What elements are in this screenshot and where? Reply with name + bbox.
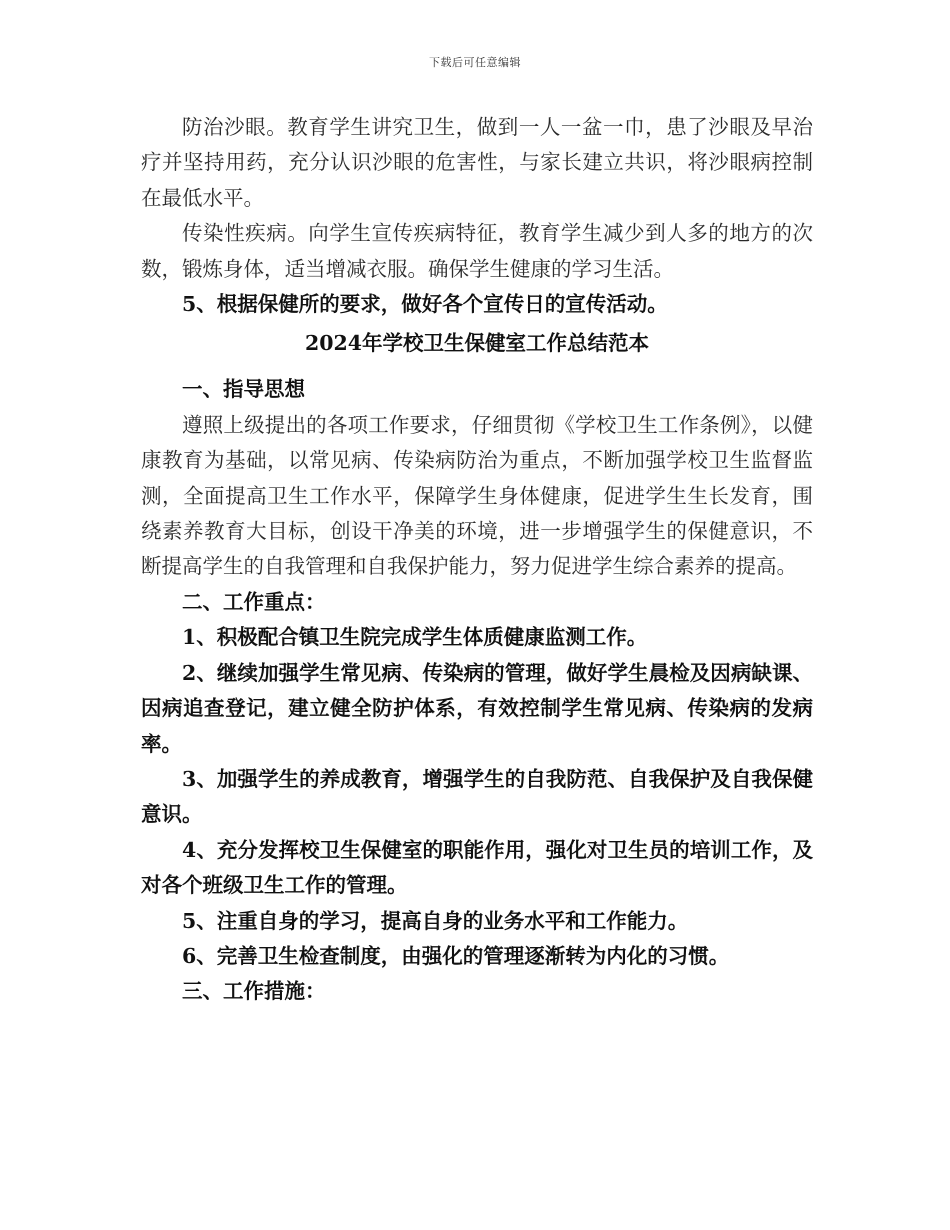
list-item: 2、继续加强学生常见病、传染病的管理，做好学生晨检及因病缺课、因病追查登记，建立健全防护体系，有效控制学生常见病、传染病的发病率。 (141, 660, 813, 756)
paragraph-trachoma: 防治沙眼。教育学生讲究卫生，做到一人一盆一巾，患了沙眼及早治疗并坚持用药，充分认识沙眼的危害性，与家长建立共识，将沙眼病控制在最低水平。 (141, 115, 813, 210)
paragraph-infectious-disease: 传染性疾病。向学生宣传疾病特征，教育学生减少到人多的地方的次数，锻炼身体，适当增减衣服。确保学生健康的学习生活。 (141, 221, 813, 281)
list-item: 5、注重自身的学习，提高自身的业务水平和工作能力。 (182, 908, 689, 933)
list-item: 6、完善卫生检查制度，由强化的管理逐渐转为内化的习惯。 (182, 943, 730, 968)
list-item: 3、加强学生的养成教育，增强学生的自我防范、自我保护及自我保健意识。 (141, 766, 813, 827)
section-heading-work-focus: 二、工作重点： (182, 589, 326, 614)
document-body (141, 110, 813, 1010)
section-heading-guiding-ideology: 一、指导思想 (182, 377, 305, 402)
list-item: 4、充分发挥校卫生保健室的职能作用，强化对卫生员的培训工作，及对各个班级卫生工作的管理。 (141, 837, 813, 898)
document-title: 2024年学校卫生保健室工作总结范本 (304, 331, 650, 356)
list-item-propaganda: 5、根据保健所的要求，做好各个宣传日的宣传活动。 (182, 292, 668, 317)
paragraph-guiding-ideology: 遵照上级提出的各项工作要求，仔细贯彻《学校卫生工作条例》，以健康教育为基础，以常见病、传染病防治为重点，不断加强学校卫生监督监测，全面提高卫生工作水平，保障学生身体健康，促进学生生长发育，围绕素养教育大目标，创设干净美的环境，进一步增强学生的保健意识，不断提高学生的自我管理和自我保护能力，努力促进学生综合素养的提高。 (141, 412, 813, 579)
section-heading-work-measures: 三、工作措施： (182, 979, 326, 1004)
list-item: 1、积极配合镇卫生院完成学生体质健康监测工作。 (182, 625, 648, 650)
page-header: 下载后可任意编辑 (429, 56, 521, 69)
